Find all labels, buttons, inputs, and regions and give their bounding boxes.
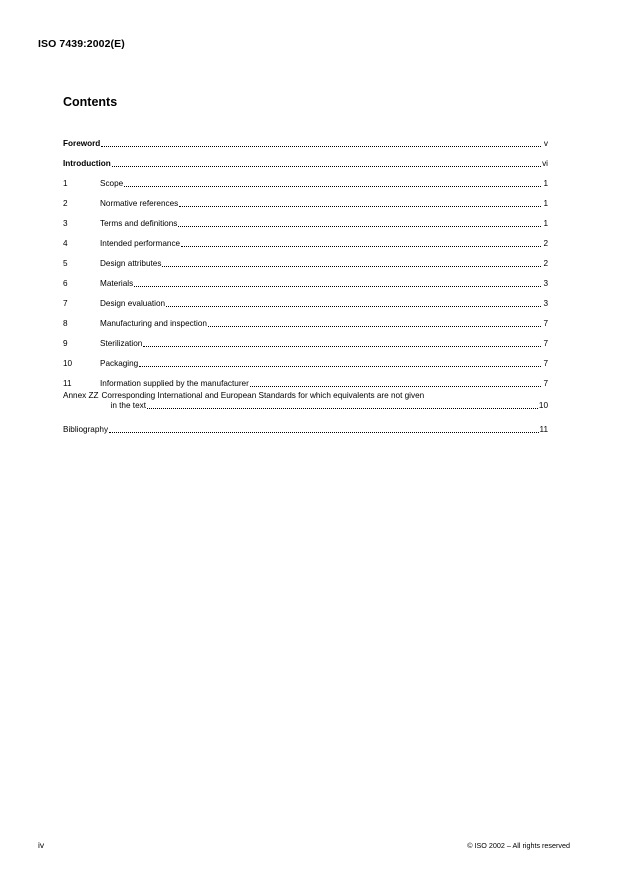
table-of-contents xyxy=(63,129,548,435)
toc-leader-dots xyxy=(143,346,541,347)
toc-entry-number: 2 xyxy=(63,199,68,208)
toc-entry-label: Manufacturing and inspection xyxy=(100,319,207,328)
copyright-notice: © ISO 2002 – All rights reserved xyxy=(467,841,570,850)
toc-entry-number: 7 xyxy=(63,299,68,308)
toc-entry-page: 7 xyxy=(543,379,548,388)
toc-entry-number: 4 xyxy=(63,239,68,248)
toc-entry-number: 1 xyxy=(63,179,68,188)
toc-entry-annex-zz[interactable] xyxy=(63,391,548,415)
toc-entry-page: vi xyxy=(542,159,548,168)
toc-entry-label: Materials xyxy=(100,279,134,288)
toc-entry-terms-and-definitions[interactable] xyxy=(63,209,548,229)
toc-entry-page: 3 xyxy=(543,279,548,288)
toc-entry-page: 7 xyxy=(543,319,548,328)
toc-entry-number: 9 xyxy=(63,339,68,348)
toc-annex-title-line2: in the text xyxy=(110,401,147,410)
toc-entry-label: Foreword xyxy=(63,139,101,148)
toc-entry-label: Design attributes xyxy=(100,259,162,268)
toc-entry-introduction[interactable] xyxy=(63,149,548,169)
toc-entry-page: 11 xyxy=(539,425,548,434)
page-number: iv xyxy=(38,840,45,850)
toc-leader-dots xyxy=(162,266,541,267)
toc-leader-dots xyxy=(147,408,538,409)
toc-entry-information-supplied[interactable] xyxy=(63,369,548,389)
toc-leader-dots xyxy=(112,166,541,167)
toc-entry-label: Normative references xyxy=(100,199,179,208)
toc-entry-page: 3 xyxy=(543,299,548,308)
toc-entry-packaging[interactable] xyxy=(63,349,548,369)
toc-entry-page: 7 xyxy=(543,339,548,348)
toc-entry-number: 10 xyxy=(63,359,73,368)
toc-leader-dots xyxy=(109,432,538,433)
toc-entry-number: 5 xyxy=(63,259,68,268)
toc-entry-intended-performance[interactable] xyxy=(63,229,548,249)
toc-entry-number: 3 xyxy=(63,219,68,228)
toc-entry-label: Introduction xyxy=(63,159,111,168)
toc-entry-page: 1 xyxy=(543,179,548,188)
toc-entry-sterilization[interactable] xyxy=(63,329,548,349)
toc-leader-dots xyxy=(139,366,541,367)
toc-entry-manufacturing-and-inspection[interactable] xyxy=(63,309,548,329)
toc-leader-dots xyxy=(134,286,541,287)
toc-annex-page: 10 xyxy=(538,401,548,410)
toc-entry-normative-references[interactable] xyxy=(63,189,548,209)
document-id: ISO 7439:2002(E) xyxy=(38,38,125,50)
toc-entry-bibliography[interactable] xyxy=(63,415,548,435)
toc-entry-label: Scope xyxy=(100,179,124,188)
toc-entry-label: Bibliography xyxy=(63,425,109,434)
contents-title: Contents xyxy=(63,95,118,109)
toc-leader-dots xyxy=(208,326,541,327)
toc-entry-number: 8 xyxy=(63,319,68,328)
toc-entry-label: Packaging xyxy=(100,359,139,368)
toc-annex-prefix: Annex ZZ xyxy=(63,391,99,400)
toc-leader-dots xyxy=(101,146,541,147)
toc-entry-label: Intended performance xyxy=(100,239,181,248)
toc-entry-number: 6 xyxy=(63,279,68,288)
toc-entry-page: v xyxy=(543,139,548,148)
toc-leader-dots xyxy=(179,206,541,207)
toc-entry-page: 1 xyxy=(543,219,548,228)
toc-leader-dots xyxy=(181,246,541,247)
toc-entry-page: 2 xyxy=(543,239,548,248)
toc-entry-design-evaluation[interactable] xyxy=(63,289,548,309)
toc-leader-dots xyxy=(124,186,541,187)
toc-entry-label: Sterilization xyxy=(100,339,143,348)
toc-entry-label: Terms and definitions xyxy=(100,219,178,228)
toc-entry-design-attributes[interactable] xyxy=(63,249,548,269)
toc-entry-foreword[interactable] xyxy=(63,129,548,149)
toc-entry-page: 2 xyxy=(543,259,548,268)
toc-entry-materials[interactable] xyxy=(63,269,548,289)
toc-leader-dots xyxy=(166,306,541,307)
toc-entry-label: Design evaluation xyxy=(100,299,166,308)
toc-leader-dots xyxy=(178,226,541,227)
toc-entry-page: 7 xyxy=(543,359,548,368)
toc-annex-title-line1: Corresponding International and European Standards for which equivalents are not given xyxy=(101,391,425,400)
toc-entry-number: 11 xyxy=(63,379,72,388)
toc-entry-scope[interactable] xyxy=(63,169,548,189)
toc-entry-label: Information supplied by the manufacturer xyxy=(100,379,249,388)
toc-entry-page: 1 xyxy=(543,199,548,208)
toc-leader-dots xyxy=(250,386,541,387)
